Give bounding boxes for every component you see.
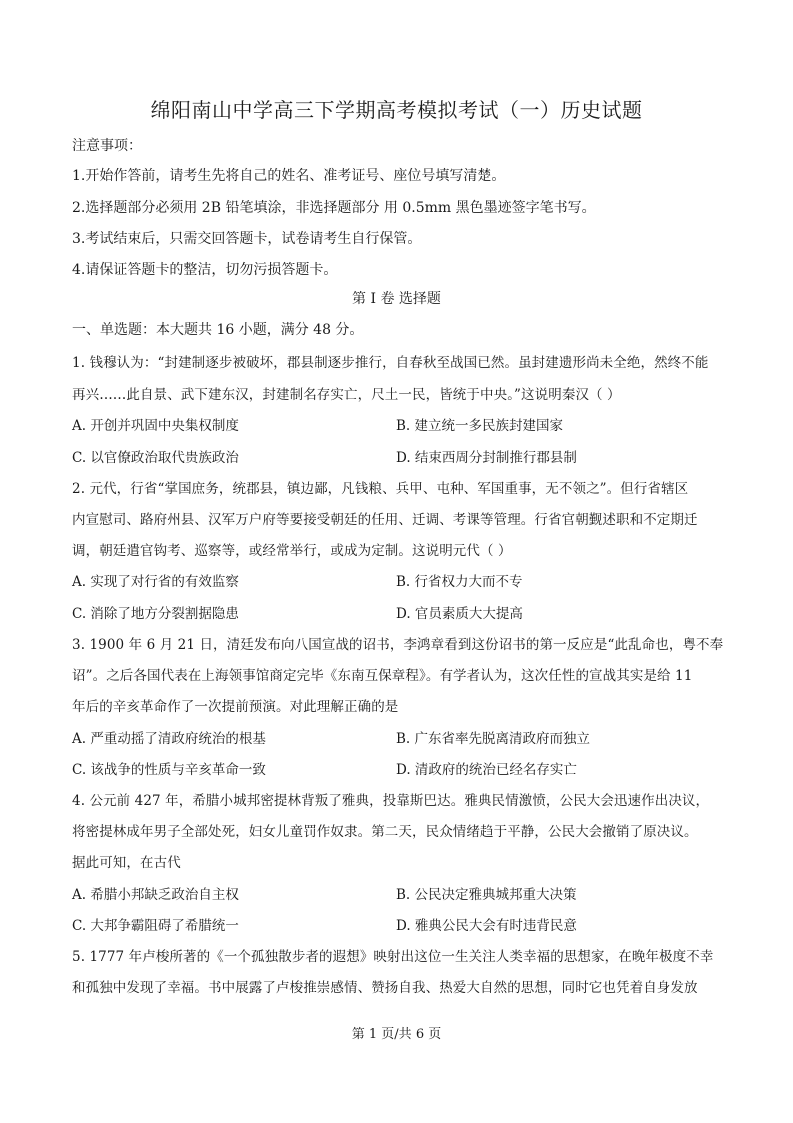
question-5-line: 和孤独中发现了幸福。书中展露了卢梭推崇感情、赞扬自我、热爱大自然的思想，同时它也凭着自身发放 [72, 980, 698, 996]
notice-item: 4.请保证答题卡的整洁，切勿污损答题卡。 [72, 262, 338, 278]
question-2-option-b: B. 行省权力大而不专 [396, 574, 523, 590]
exam-title: 绵阳南山中学高三下学期高考模拟考试（一）历史试题 [150, 98, 643, 122]
question-2-option-c: C. 消除了地方分裂割据隐患 [72, 606, 239, 622]
question-4-option-d: D. 雅典公民大会有时违背民意 [396, 918, 577, 934]
question-4-line: 据此可知，在古代 [72, 855, 181, 871]
question-4-line: 4. 公元前 427 年，希腊小城邦密提林背叛了雅典，投靠斯巴达。雅典民情激愤，公民大会迅速作出决议， [72, 793, 710, 809]
notice-item: 3.考试结束后，只需交回答题卡，试卷请考生自行保管。 [72, 231, 422, 247]
page-footer: 第 1 页/共 6 页 [351, 1027, 442, 1042]
question-2-line: 调，朝廷遣官钩考、巡察等，或经常举行，或成为定制。这说明元代（ ） [72, 543, 512, 559]
question-3-line: 3. 1900 年 6 月 21 日，清廷发布向八国宣战的诏书，李鸿章看到这份诏书的第一反应是“此乱命也，粤不奉 [72, 637, 724, 653]
question-4-line: 将密提林成年男子全部处死，妇女儿童罚作奴隶。第二天，民众情绪趋于平静，公民大会撤销了原决议。 [72, 824, 698, 840]
question-2-option-d: D. 官员素质大大提高 [396, 606, 523, 622]
question-3-line: 年后的辛亥革命作了一次提前预演。对此理解正确的是 [72, 699, 399, 715]
notice-item: 1.开始作答前，请考生先将自己的姓名、准考证号、座位号填写清楚。 [72, 168, 506, 184]
question-3-line: 诏”。之后各国代表在上海领事馆商定完毕《东南互保章程》。有学者认为，这次任性的宣战其实是给 11 [72, 668, 693, 684]
part-title: 一、单选题：本大题共 16 小题，满分 48 分。 [72, 322, 364, 338]
question-3-option-a: A. 严重动摇了清政府统治的根基 [72, 731, 266, 747]
question-1-line: 再兴……此自景、武下建东汉，封建制名存实亡，尺土一民，皆统于中央。”这说明秦汉（ ） [72, 387, 621, 403]
question-1-option-b: B. 建立统一多民族封建国家 [396, 418, 564, 434]
question-1-line: 1. 钱穆认为：“封建制逐步被破坏，郡县制逐步推行，自春秋至战国已然。虽封建遗形尚未全绝，然终不能 [72, 355, 709, 371]
question-1-option-d: D. 结束西周分封制推行郡县制 [396, 450, 577, 466]
question-3-option-d: D. 清政府的统治已经名存实亡 [396, 762, 577, 778]
question-4-option-c: C. 大邦争霸阻碍了希腊统一 [72, 918, 239, 934]
notice-heading: 注意事项： [72, 138, 142, 154]
question-1-option-a: A. 开创并巩固中央集权制度 [72, 418, 239, 434]
question-2-option-a: A. 实现了对行省的有效监察 [72, 574, 239, 590]
question-4-option-a: A. 希腊小邦缺乏政治自主权 [72, 887, 239, 903]
question-3-option-c: C. 该战争的性质与辛亥革命一致 [72, 762, 266, 778]
question-1-option-c: C. 以官僚政治取代贵族政治 [72, 450, 239, 466]
question-5-line: 5. 1777 年卢梭所著的《一个孤独散步者的遐想》映射出这位一生关注人类幸福的思想家，在晚年极度不幸 [72, 949, 714, 965]
question-4-option-b: B. 公民决定雅典城邦重大决策 [396, 887, 577, 903]
notice-item: 2.选择题部分必须用 2B 铅笔填涂，非选择题部分 用 0.5mm 黑色墨迹签字笔书写。 [72, 200, 596, 216]
question-2-line: 内宣慰司、路府州县、汉军万户府等要接受朝廷的任用、迁调、考课等管理。行省官朝觐述职和不定期迁 [72, 512, 698, 528]
question-2-line: 2. 元代，行省“掌国庶务，统郡县，镇边鄙，凡钱粮、兵甲、屯种、军国重事，无不领之”。但行省辖区 [72, 481, 689, 497]
question-3-option-b: B. 广东省率先脱离清政府而独立 [396, 731, 591, 747]
section-title: 第 I 卷 选择题 [352, 291, 441, 307]
